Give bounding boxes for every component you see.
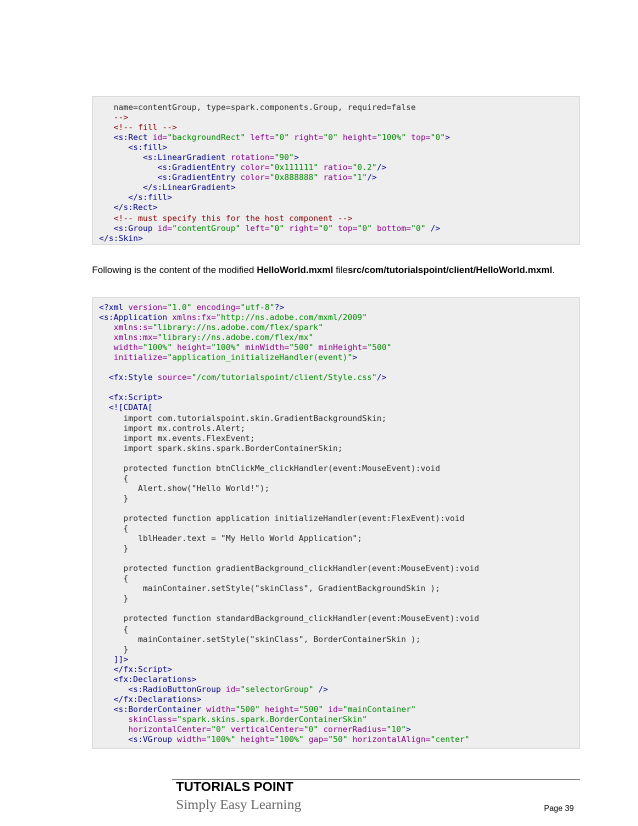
code-token xyxy=(99,684,128,694)
code-token: "100%" xyxy=(206,734,236,745)
code-token: id= xyxy=(225,683,241,694)
code-line xyxy=(99,433,255,443)
code-token: height= xyxy=(264,703,299,714)
code-text xyxy=(99,102,450,243)
code-token: minWidth= xyxy=(245,342,290,353)
code-token: "0" xyxy=(269,222,285,233)
code-token: version= xyxy=(128,302,168,312)
code-token: color= xyxy=(240,172,270,183)
code-token: } xyxy=(99,543,129,554)
code-token: height= xyxy=(177,342,212,353)
page-number: Page 39 xyxy=(544,804,574,813)
code-token: horizontalCenter= xyxy=(128,723,212,734)
code-line xyxy=(99,162,387,172)
code-token xyxy=(99,132,114,142)
code-token: "library://ns.adobe.com/flex/mx" xyxy=(157,332,314,343)
code-line xyxy=(99,473,128,483)
code-line xyxy=(99,132,450,142)
code-token: </fx:Declarations> xyxy=(113,693,202,704)
code-token: <s:fill> xyxy=(128,142,168,153)
code-token: right= xyxy=(289,222,319,233)
code-token: </s:LinearGradient> xyxy=(142,182,236,193)
code-token: xmlns:fx= xyxy=(172,312,216,323)
code-token: cornerRadius= xyxy=(323,723,387,734)
footer-title: TUTORIALS POINT xyxy=(176,779,294,794)
code-token xyxy=(99,322,114,332)
code-line xyxy=(99,563,479,573)
code-token: mainContainer.setStyle("skinClass", GradientBackgroundSkin ); xyxy=(99,583,441,594)
code-token: import spark.skins.spark.BorderContainerSkin; xyxy=(99,442,343,453)
code-token: "library://ns.adobe.com/flex/spark" xyxy=(152,322,324,333)
code-line xyxy=(99,352,357,362)
code-token: right= xyxy=(293,132,324,143)
code-token: "mainContainer" xyxy=(342,703,416,714)
code-token: width= xyxy=(206,703,236,714)
code-line xyxy=(99,523,128,533)
code-line xyxy=(99,593,128,603)
code-token xyxy=(99,674,114,684)
code-token: { xyxy=(99,523,129,534)
code-token: } xyxy=(99,643,129,654)
code-token: "http://ns.adobe.com/mxml/2009" xyxy=(215,312,368,323)
code-token xyxy=(99,392,109,402)
code-token: rotation= xyxy=(230,152,275,163)
code-token: /> xyxy=(430,222,441,233)
code-token: "spark.skins.spark.BorderContainerSkin" xyxy=(176,713,368,724)
code-token xyxy=(99,192,128,202)
footer-subtitle: Simply Easy Learning xyxy=(176,798,302,813)
code-token xyxy=(99,352,114,362)
code-token: source= xyxy=(157,372,192,383)
code-token: <s:Rect xyxy=(113,132,148,143)
code-token: "/com/tutorialspoint/client/Style.css" xyxy=(191,372,377,383)
code-token: import mx.controls.Alert; xyxy=(99,422,246,433)
code-token: "backgroundRect" xyxy=(167,132,246,143)
code-token: "0" xyxy=(318,222,333,233)
paragraph-end: . xyxy=(552,264,555,275)
code-token xyxy=(99,152,143,162)
code-token: ?> xyxy=(274,302,285,312)
code-token: <?xml xyxy=(99,302,124,312)
code-token xyxy=(99,332,114,342)
code-token: "0" xyxy=(303,723,319,734)
code-token: protected function btnClickMe_clickHandler(event:MouseEvent):void xyxy=(99,462,441,473)
code-line xyxy=(99,202,157,212)
code-token: "0.2" xyxy=(352,162,377,173)
code-line xyxy=(99,684,328,694)
code-token: ratio= xyxy=(323,172,353,183)
code-token: width= xyxy=(176,734,207,745)
code-line xyxy=(99,392,162,402)
code-token: "utf-8" xyxy=(240,302,275,312)
code-token: left= xyxy=(245,222,270,233)
code-token: color= xyxy=(240,162,270,173)
code-line xyxy=(99,694,201,704)
code-block-skin xyxy=(92,96,580,245)
code-token: "0" xyxy=(274,132,290,143)
code-token: width= xyxy=(113,342,143,353)
code-token: "90" xyxy=(274,152,294,163)
code-token xyxy=(99,724,128,734)
code-token: <s:Application xyxy=(99,312,168,323)
code-line xyxy=(99,624,128,634)
code-token: <s:Group xyxy=(113,222,153,233)
code-token: "100%" xyxy=(274,734,304,745)
code-token: bottom= xyxy=(376,222,411,233)
code-line xyxy=(99,493,128,503)
code-line xyxy=(99,172,377,182)
code-line xyxy=(99,312,367,322)
code-token: /> xyxy=(318,683,329,694)
code-token xyxy=(99,213,114,223)
code-token: > xyxy=(406,723,411,734)
code-token: </fx:Script> xyxy=(113,663,173,674)
code-token: "100%" xyxy=(376,132,407,143)
code-line xyxy=(99,413,387,423)
code-token xyxy=(99,654,114,664)
code-line xyxy=(99,152,299,162)
code-token: "center" xyxy=(430,734,470,745)
code-token: /> xyxy=(376,372,387,383)
code-token: "0" xyxy=(357,222,372,233)
code-token: </s:Rect> xyxy=(113,202,158,213)
code-line xyxy=(99,112,128,122)
code-line xyxy=(99,613,479,623)
code-token xyxy=(99,182,143,192)
code-token xyxy=(99,372,109,382)
file-path: src/com/tutorialspoint/client/HelloWorld.mxml xyxy=(347,264,553,275)
code-token: <!-- fill --> xyxy=(99,122,177,133)
code-line xyxy=(99,302,284,312)
code-token: <!-- must specify this for the host component --> xyxy=(113,212,353,223)
code-token: height= xyxy=(240,734,275,745)
code-line xyxy=(99,674,196,684)
code-line xyxy=(99,724,411,734)
code-token: left= xyxy=(250,132,275,143)
code-line xyxy=(99,342,391,352)
code-token: "10" xyxy=(386,723,407,734)
code-token: > xyxy=(445,132,450,143)
code-token xyxy=(99,223,114,233)
code-token xyxy=(99,142,128,152)
code-token: <fx:Style xyxy=(108,372,153,383)
code-token xyxy=(99,694,114,704)
code-token: "application_initializeHandler(event)" xyxy=(167,352,353,363)
code-token: protected function standardBackground_clickHandler(event:MouseEvent):void xyxy=(99,613,480,624)
code-line xyxy=(99,372,387,382)
code-token: "selectorGroup" xyxy=(240,683,314,694)
code-block-helloworld xyxy=(92,297,580,749)
code-line xyxy=(99,513,464,523)
code-token: /> xyxy=(367,172,377,183)
code-token xyxy=(99,202,114,212)
code-token: mainContainer.setStyle("skinClass", BorderContainerSkin ); xyxy=(99,633,421,644)
code-token: encoding= xyxy=(196,302,241,312)
code-token: "0x888888" xyxy=(269,172,319,183)
code-token: <s:GradientEntry xyxy=(157,172,236,183)
code-line xyxy=(99,543,128,553)
code-token: initialize= xyxy=(113,352,168,363)
code-token: "0x111111" xyxy=(269,162,319,173)
code-token: --> xyxy=(99,112,129,123)
code-line xyxy=(99,704,416,714)
code-token: "0" xyxy=(211,723,226,734)
code-token: top= xyxy=(337,222,358,233)
code-line xyxy=(99,322,323,332)
code-line xyxy=(99,533,362,543)
code-token xyxy=(99,664,114,674)
code-token: import mx.events.FlexEvent; xyxy=(99,432,255,443)
code-token: gap= xyxy=(308,734,329,745)
code-token: { xyxy=(99,573,129,584)
paragraph-prefix: Following is the content of the modified xyxy=(92,264,257,275)
code-token: protected function application initializeHandler(event:FlexEvent):void xyxy=(99,512,465,523)
code-line xyxy=(99,734,469,744)
code-token: "contentGroup" xyxy=(172,222,241,233)
code-line xyxy=(99,664,172,674)
code-token: } xyxy=(99,593,129,604)
code-token: minHeight= xyxy=(318,342,368,353)
code-token: "500" xyxy=(298,703,324,714)
code-token: Alert.show("Hello World!"); xyxy=(99,482,270,493)
code-token xyxy=(99,402,109,412)
code-token: <fx:Declarations> xyxy=(113,673,197,684)
code-line xyxy=(99,213,352,223)
code-token xyxy=(99,162,157,172)
code-token: <s:GradientEntry xyxy=(157,162,236,173)
code-token: <s:RadioButtonGroup xyxy=(128,683,221,694)
paragraph-mid: file xyxy=(333,264,348,275)
code-token: horizontalAlign= xyxy=(352,734,431,745)
code-token: id= xyxy=(157,222,173,233)
code-token: "500" xyxy=(289,342,314,353)
code-token: import com.tutorialspoint.skin.GradientBackgroundSkin; xyxy=(99,412,387,423)
code-token: > xyxy=(352,352,358,363)
code-token: ]]> xyxy=(113,653,129,664)
code-token: xmlns:mx= xyxy=(113,332,158,343)
code-token: } xyxy=(99,492,129,503)
code-token: { xyxy=(99,472,129,483)
code-token: /> xyxy=(376,162,387,173)
code-token: verticalCenter= xyxy=(230,723,304,734)
code-token: > xyxy=(293,152,299,163)
code-token xyxy=(99,342,114,352)
code-line xyxy=(99,463,440,473)
file-name: HelloWorld.mxml xyxy=(256,264,334,275)
code-line xyxy=(99,122,177,132)
code-token: <s:LinearGradient xyxy=(142,152,226,163)
code-line xyxy=(99,223,440,233)
code-token: height= xyxy=(342,132,377,143)
code-token: { xyxy=(99,623,129,634)
code-line xyxy=(99,644,128,654)
code-token: name=contentGroup, type=spark.components.Group, required=false xyxy=(99,102,416,112)
code-token: "0" xyxy=(430,132,446,143)
code-line xyxy=(99,654,128,664)
code-token: "1.0" xyxy=(167,302,192,312)
code-line xyxy=(99,192,172,202)
code-token xyxy=(99,734,128,744)
code-line xyxy=(99,402,153,412)
code-line xyxy=(99,423,245,433)
description-paragraph xyxy=(92,264,555,275)
code-line xyxy=(99,332,313,342)
code-token: <![CDATA[ xyxy=(108,402,153,413)
code-token: </s:fill> xyxy=(128,192,173,203)
code-token: top= xyxy=(410,132,431,143)
code-token: skinClass= xyxy=(128,713,177,724)
code-token: <fx:Script> xyxy=(108,392,163,403)
code-token: id= xyxy=(328,703,343,714)
code-token: "100%" xyxy=(211,342,241,353)
code-line xyxy=(99,233,143,243)
code-token: "0" xyxy=(323,132,338,143)
code-line xyxy=(99,583,440,593)
code-line xyxy=(99,634,421,644)
code-token: <s:BorderContainer xyxy=(113,703,202,714)
code-line xyxy=(99,714,367,724)
code-token: "100%" xyxy=(142,342,173,353)
code-token xyxy=(99,704,114,714)
code-token: protected function gradientBackground_clickHandler(event:MouseEvent):void xyxy=(99,563,480,574)
code-token: lblHeader.text = "My Hello World Application"; xyxy=(99,533,363,544)
code-token: ratio= xyxy=(323,162,353,173)
code-token: "50" xyxy=(328,734,348,745)
code-token: "500" xyxy=(367,342,392,353)
code-token: xmlns:s= xyxy=(113,322,153,333)
code-token: </s:Skin> xyxy=(99,232,143,243)
code-token: <s:VGroup xyxy=(128,734,173,745)
code-line xyxy=(99,182,235,192)
code-token xyxy=(99,714,128,724)
code-line xyxy=(99,443,343,453)
code-token xyxy=(99,172,157,182)
code-token: "1" xyxy=(352,172,368,183)
code-token: "500" xyxy=(235,703,260,714)
code-line xyxy=(99,573,128,583)
code-token: id= xyxy=(152,132,168,143)
code-text xyxy=(99,302,479,744)
code-token: "0" xyxy=(410,222,426,233)
code-line xyxy=(99,483,270,493)
code-line xyxy=(99,102,416,112)
code-line xyxy=(99,142,167,152)
